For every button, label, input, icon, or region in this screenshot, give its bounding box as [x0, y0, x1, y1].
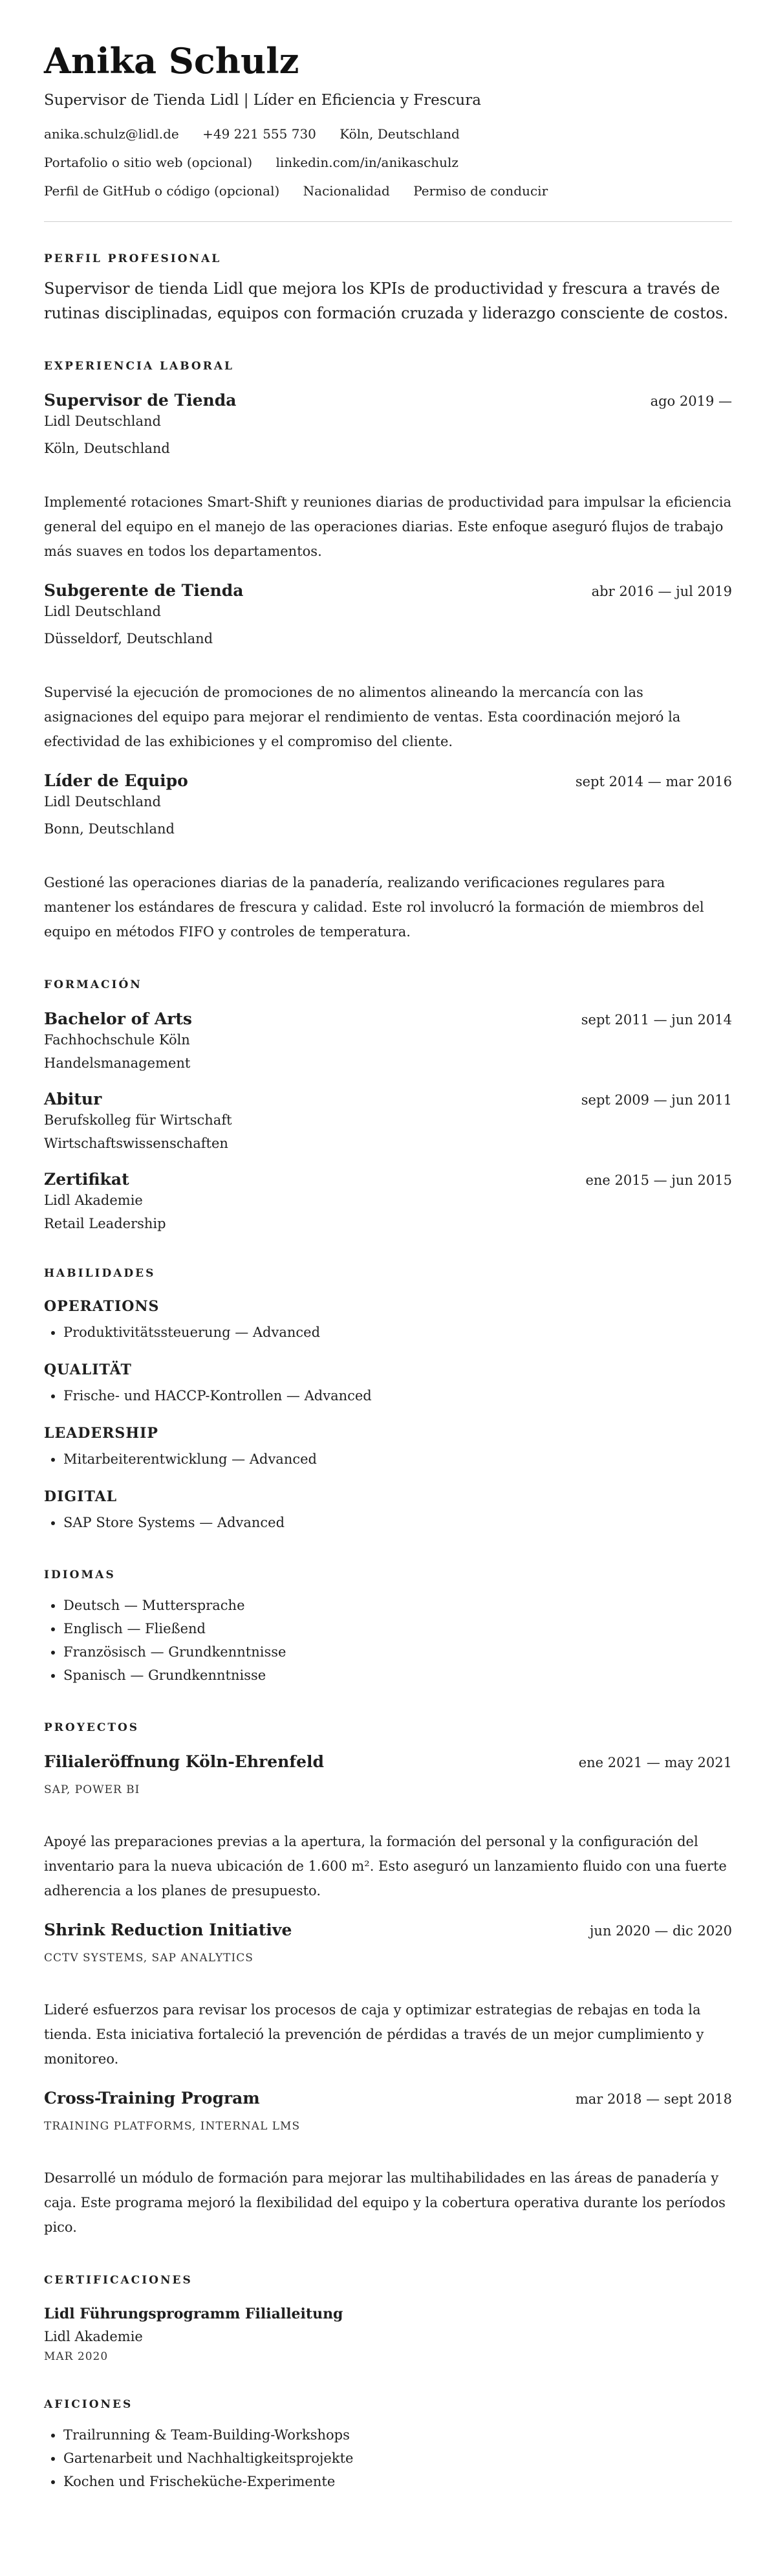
- education-entry: [44, 1009, 732, 1072]
- project-technologies: TRAINING PLATFORMS, INTERNAL LMS: [44, 2120, 301, 2133]
- job-date: ago 2019 —: [650, 393, 732, 409]
- language-item: • Französisch — Grundkenntnisse: [63, 1640, 732, 1664]
- company-name: Lidl Deutschland: [44, 604, 161, 619]
- contact-row: [44, 154, 732, 171]
- section-title: PROYECTOS: [44, 1721, 140, 1734]
- languages-section: [44, 1568, 732, 1687]
- candidate-tagline: Supervisor de Tienda Lidl | Líder en Eficiencia y Frescura: [44, 92, 481, 109]
- language-item: • Deutsch — Muttersprache: [63, 1594, 732, 1617]
- school-name: Berufskolleg für Wirtschaft: [44, 1112, 232, 1128]
- header-divider: [44, 221, 732, 222]
- section-title: EXPERIENCIA LABORAL: [44, 360, 234, 373]
- experience-entry: [44, 580, 732, 754]
- hobbies-section: [44, 2397, 732, 2493]
- job-description: Gestioné las operaciones diarias de la panadería, realizando verificaciones regulares para mantener los estándares de frescura y calidad. Este rol involucró la formación de miembros del equipo en métodos FIFO y controles de temperatura.: [44, 875, 704, 940]
- education-date: sept 2009 — jun 2011: [581, 1092, 732, 1108]
- resume-header: [44, 40, 732, 222]
- skill-list: [44, 1321, 732, 1344]
- skill-item: • Produktivitätssteuerung — Advanced: [63, 1321, 732, 1344]
- job-location: Düsseldorf, Deutschland: [44, 631, 213, 646]
- project-name: Cross-Training Program: [44, 2089, 260, 2108]
- education-date: ene 2015 — jun 2015: [585, 1172, 732, 1188]
- study-field: Wirtschaftswissenschaften: [44, 1136, 228, 1151]
- job-title: Supervisor de Tienda: [44, 391, 237, 410]
- skill-category: LEADERSHIP: [44, 1425, 158, 1442]
- contact-row: [44, 126, 732, 142]
- study-field: Retail Leadership: [44, 1216, 166, 1231]
- skill-item: • Mitarbeiterentwicklung — Advanced: [63, 1448, 732, 1471]
- projects-section: [44, 1721, 732, 2240]
- skill-list: [44, 1384, 732, 1407]
- project-description: Desarrollé un módulo de formación para mejorar las multihabilidades en las áreas de panadería y caja. Este programa mejoró la flexibilidad del equipo y la cobertura operativa durante los períodos pico.: [44, 2170, 726, 2235]
- language-item: • Spanisch — Grundkenntnisse: [63, 1664, 732, 1687]
- nationality: Nacionalidad: [303, 183, 390, 199]
- skill-category: QUALITÄT: [44, 1361, 132, 1378]
- section-title: PERFIL PROFESIONAL: [44, 252, 222, 265]
- skill-list: [44, 1511, 732, 1534]
- section-title: CERTIFICACIONES: [44, 2274, 193, 2287]
- contact-row: [44, 182, 732, 199]
- profile-section: [44, 252, 732, 325]
- email-link[interactable]: anika.schulz@lidl.de: [44, 126, 179, 142]
- job-location: Köln, Deutschland: [44, 441, 170, 456]
- section-title: FORMACIÓN: [44, 978, 142, 991]
- project-technologies: SAP, POWER BI: [44, 1783, 140, 1796]
- language-item: • Englisch — Fließend: [63, 1617, 732, 1640]
- section-title: AFICIONES: [44, 2398, 133, 2411]
- company-name: Lidl Deutschland: [44, 413, 161, 429]
- project-name: Filialeröffnung Köln-Ehrenfeld: [44, 1752, 324, 1771]
- experience-entry: [44, 771, 732, 944]
- company-name: Lidl Deutschland: [44, 794, 161, 809]
- hobby-item: • Gartenarbeit und Nachhaltigkeitsprojekte: [63, 2447, 732, 2470]
- job-description: Implementé rotaciones Smart-Shift y reuniones diarias de productividad para impulsar la eficiencia general del equipo en el manejo de las operaciones diarias. Este enfoque aseguró flujos de trabajo más suaves en todos los departamentos.: [44, 494, 732, 559]
- candidate-name: Anika Schulz: [44, 40, 299, 82]
- project-entry: [44, 2088, 732, 2240]
- skill-item: • Frische- und HACCP-Kontrollen — Advanced: [63, 1384, 732, 1407]
- profile-summary: Supervisor de tienda Lidl que mejora los KPIs de productividad y frescura a través de rutinas disciplinadas, equipos con formación cruzada y liderazgo consciente de costos.: [44, 280, 729, 322]
- education-section: [44, 978, 732, 1233]
- project-name: Shrink Reduction Initiative: [44, 1921, 292, 1939]
- section-title: IDIOMAS: [44, 1569, 116, 1581]
- hobby-list: [44, 2423, 732, 2493]
- project-description: Lideré esfuerzos para revisar los procesos de caja y optimizar estrategias de rebajas en toda la tienda. Esta iniciativa fortaleció la prevención de pérdidas a través de un mejor cumplimiento y monitoreo.: [44, 2002, 704, 2067]
- hobby-item: • Kochen und Frischeküche-Experimente: [63, 2470, 732, 2493]
- project-description: Apoyé las preparaciones previas a la apertura, la formación del personal y la configuración del inventario para la nueva ubicación de 1.600 m². Esto aseguró un lanzamiento fluido con una fuerte adherencia a los planes de presupuesto.: [44, 1834, 727, 1899]
- skill-category: DIGITAL: [44, 1488, 118, 1505]
- education-entry: [44, 1169, 732, 1233]
- skill-item: • SAP Store Systems — Advanced: [63, 1511, 732, 1534]
- certification-date: MAR 2020: [44, 2350, 109, 2363]
- skill-category: OPERATIONS: [44, 1298, 160, 1315]
- degree-title: Zertifikat: [44, 1170, 129, 1189]
- job-date: abr 2016 — jul 2019: [591, 584, 732, 599]
- school-name: Lidl Akademie: [44, 1193, 143, 1208]
- school-name: Fachhochschule Köln: [44, 1032, 190, 1048]
- project-date: jun 2020 — dic 2020: [589, 1923, 732, 1939]
- job-title: Líder de Equipo: [44, 771, 188, 790]
- github-link[interactable]: Perfil de GitHub o código (opcional): [44, 183, 280, 199]
- language-list: [44, 1594, 732, 1687]
- hobby-item: • Trailrunning & Team-Building-Workshops: [63, 2423, 732, 2447]
- section-title: HABILIDADES: [44, 1267, 156, 1280]
- education-entry: [44, 1089, 732, 1152]
- location: Köln, Deutschland: [339, 126, 460, 142]
- experience-section: [44, 359, 732, 944]
- project-technologies: CCTV SYSTEMS, SAP ANALYTICS: [44, 1952, 253, 1965]
- project-date: ene 2021 — may 2021: [578, 1755, 732, 1770]
- certification-issuer: Lidl Akademie: [44, 2329, 143, 2344]
- degree-title: Bachelor of Arts: [44, 1009, 193, 1028]
- portfolio-link[interactable]: Portafolio o sitio web (opcional): [44, 155, 253, 170]
- degree-title: Abitur: [44, 1090, 102, 1108]
- job-location: Bonn, Deutschland: [44, 821, 175, 837]
- project-date: mar 2018 — sept 2018: [575, 2091, 732, 2107]
- phone-number[interactable]: +49 221 555 730: [202, 126, 316, 142]
- skills-section: [44, 1266, 732, 1534]
- job-title: Subgerente de Tienda: [44, 581, 244, 600]
- project-entry: [44, 1752, 732, 1903]
- experience-entry: [44, 390, 732, 564]
- certification-name: Lidl Führungsprogramm Filialleitung: [44, 2306, 343, 2322]
- linkedin-link[interactable]: linkedin.com/in/anikaschulz: [275, 155, 458, 170]
- project-entry: [44, 1920, 732, 2071]
- job-description: Supervisé la ejecución de promociones de no alimentos alineando la mercancía con las asignaciones del equipo para mejorar el rendimiento de ventas. Esta coordinación mejoró la efectividad de las exhibiciones y el compromiso del cliente.: [44, 685, 681, 749]
- skill-list: [44, 1448, 732, 1471]
- education-date: sept 2011 — jun 2014: [581, 1012, 732, 1028]
- study-field: Handelsmanagement: [44, 1055, 191, 1071]
- certifications-section: [44, 2273, 732, 2364]
- job-date: sept 2014 — mar 2016: [575, 774, 732, 789]
- driving-license: Permiso de conducir: [413, 183, 548, 199]
